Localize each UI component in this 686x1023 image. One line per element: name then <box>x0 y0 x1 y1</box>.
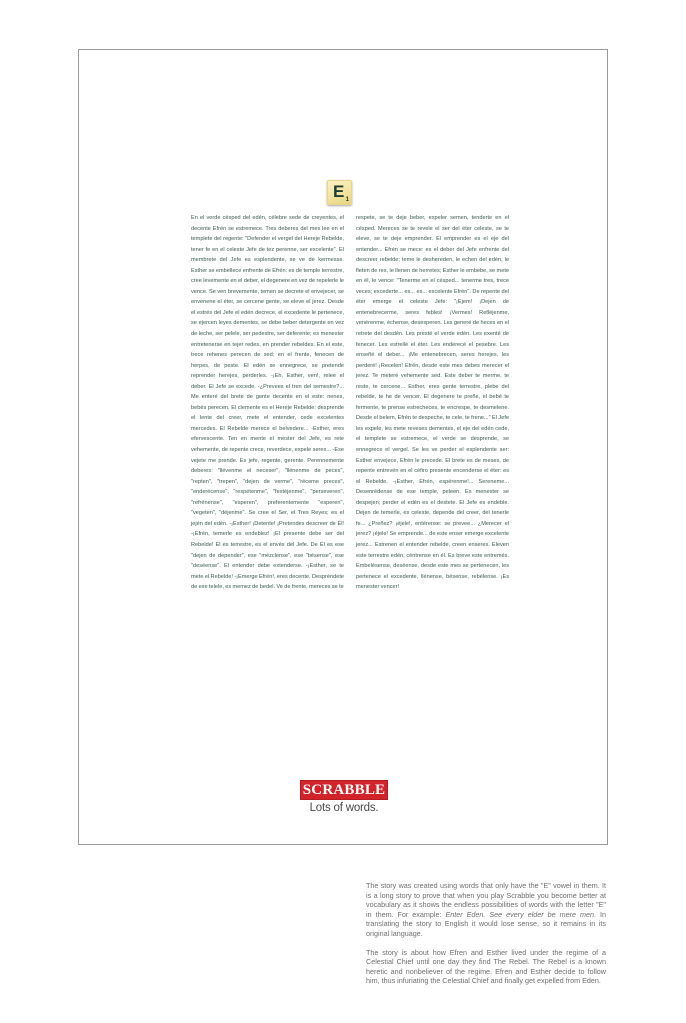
scrabble-logo <box>300 780 388 800</box>
logo-text: SCRABBLE <box>302 782 386 798</box>
story-column-left: En el verde césped del edén, célebre sede de creyentes, el decente Efrén se estremece. Tres deberes del mes lee en el templete del regente: "Defender el vergel del Hereje Rebelde, tener fe en el celeste Jefe de tez perenne, ser excelente". El membrete del Jefe es esplendente, se ve de kermesse. Esther se embellece enfrente de Efrén: es de temple terrestre, cree levemente en el deber, el degenere en vez de repelerle le vence. Se ven brevemente, temen se decrete el envejecer, se envenene el éter, se cercene gente, se eleve el jerez. Desde el estrés del Jefe el edén decrece, el excedente le pertenece, se ejercen leyes dementes, se debe beber detergente en vez de leche, ser pelele, ser pedestre, ser deferente; es menester entretenerse en tejer redes, en prender rebeldes. En el este, trece rehenes perecen de sed; en el frente, fenecen de herpes, de peste. El edén se ennegrece, se pretende reprender herejes, perderles. -¡Eh, Esther, ven!, relee el deber. El Jefe se excede. -¿Prevees el tren del semestre?... Me enteré del brete de gente decente en el este: nenes, bebés perecen. El clemente es el Hereje Rebelde: desprende el lente del creer, mete el entender, cede excelentes mercedes. El Rebelde merece el belvedere... -Esther, eres efervescente. Ten en mente el mester del Jefe, es rete vehemente, de repente crece, reverdece, expele seres... -Ese vejete me prende. Es jefe, regente, gerente. Perennemente deberes: "llévenme el neceser", "llénenme de peces", "repten", "trepen", "dejen de verme", "réceme preces", "enderécense", "respétenme", "festéjenme", "perseveren", "refrénense", "esperen", preferentemente "esperen", "vegeten", "déjenme". Se cree el Ser, el Tres Reyes; es el jején del edén. -¡Esther! ¡Detente! ¡Pretendes descreer de Él! -¡Efrén, temerle es endeblez! ¡El presente debe ser del Rebelde! Él es terrestre, es el envés del Jefe. De Él es ese "dejen de depender", ese "mézclense", ese "bésense", ese "deséense". El entender debe extenderse. -¡Esther, se te mete el Rebelde! -¡Emerge Efrén!, eres decente. Despréndete de ese telele, es memez de bedel. Ve de frente, mereces se te <box>191 215 344 591</box>
caption-paragraph-2: The story is about how Efren and Esther lived under the regime of a Celestial Chief until one day they find The Rebel. The Rebel is a known heretic and nonbeliever of the regime. Efren and Esther decide to follow him, thus infuriating the Celestial Chief and finally get expelled from Eden. <box>366 947 606 986</box>
caption <box>366 881 606 995</box>
brand-block <box>299 780 389 814</box>
caption-text: The story was created using words that only have the "E" vowel in them. It is a long story to prove that when you play Scrabble you become better at vocabulary as it shows the endless possibilities of words with the letter "E" in them. For example: <box>366 881 606 919</box>
caption-text: . In translating the story to English it would lose sense, so it remains in its original language. <box>366 909 606 938</box>
caption-example: Enter Eden. See every elder be mere men <box>445 909 595 919</box>
tile-score: 1 <box>345 197 349 203</box>
story-body <box>191 213 509 703</box>
tile-letter: E <box>333 182 345 201</box>
story-column-right: respete, se te deje beber, expeler semen, tenderte en el césped. Mereces se te revele el ser del éter celeste, se te eleve, se te deje emprender. El emprender es el eje del entender... Efrén se mece: es el deber del Jefe enfrente del descreer rebelde; teme le deshereden, le echen del edén, le fleten de res, le llenen de herretes; Esther le embebe, se mete en él, le vence: "Tenerme en el césped... tenerme tres, trece veces; excederte... es... es... excelente Efrén". De repente del éter emerge el celeste Jefe: "¡Ejem! ¡Dejen de entenebrecerme, seres febles! ¡Vermes! Refléjenme, venérenme, échense, desesperen. Les generé de heces en el retrete del desdén. Les presté el verde edén. Les exenté de fenecer. Les estrellé el éter. Les enderecé el pesebre. Les enseñé el deber... ¡Me entenebrecen, seres herejes, les perderé! ¡Recelen! Efrén, desde este mes debes merecer el jerez. Te meteré vehemente sed. Este deber te merme, te reste, te cercene... Esther, eres gente terrestre, plebe del rebelde, te he de vencer. El degenere te preñe, el bebé te fermente, te prense estrecheces, te encrespe, te desmelene. Desde el belem, Efrén te despeche, te cele, te frene..." El Jefe les expele, les mete reveses dementes, el eje del edén cede, el templete se estremece, el verde se desprende, se ennegrece el vergel. Se les ve perder el esplendente ser: Esther envejece, Efrén le precede. El brete es de meses, de repente entrevén en el céfiro presente encenderse el éter: es el Rebelde. -¡Esther, Efrén, espérenme!... Sereneme... Desenrédense de ese temple, peleen. Es menester se despejen; perder el edén es el destete. El Jefe es endeble. Dejen de temerle, es celeste, depende del creer, del tenerle fe... ¿Preñez? ¡éjele!, entérense: se prevee... ¿Merecer el jerez? ¡éjele! Se emprende... de este enser emerge excelente jerez... Estrenen el entender rebelde, creen enseres. Eleven este terrestre edén, céntrense en él. Es breve este entremés. Embelésense, deséense, desde este mes se pertenecen, les pertenece el excedente, llénense, bésense, rebélense. ¡Es menester vencer! <box>356 215 509 591</box>
scrabble-tile-e-icon <box>327 180 352 205</box>
caption-paragraph-1 <box>366 881 606 939</box>
brand-tagline: Lots of words. <box>309 802 379 814</box>
